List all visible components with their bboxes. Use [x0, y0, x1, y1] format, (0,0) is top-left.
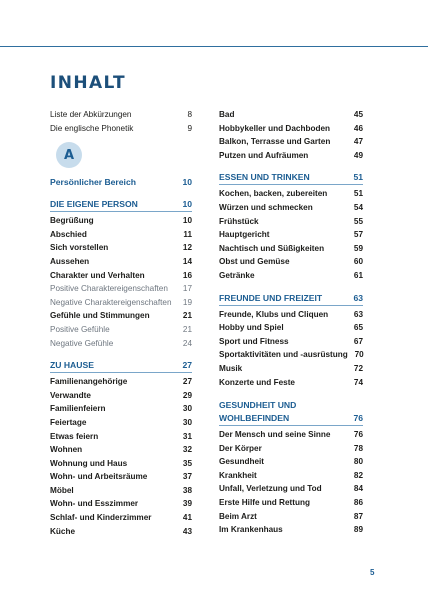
toc-label: Die englische Phonetik	[50, 123, 134, 133]
toc-entry-right-5[interactable]	[219, 187, 363, 201]
toc-entry-right-6[interactable]	[219, 201, 363, 215]
toc-entry-right-3[interactable]	[219, 149, 363, 163]
toc-page-number: 47	[353, 137, 363, 147]
toc-page-number: 78	[353, 443, 363, 453]
toc-label: Wohnung und Haus	[50, 458, 128, 468]
toc-entry-right-7[interactable]	[219, 215, 363, 229]
toc-entry-left-11[interactable]	[50, 337, 192, 351]
toc-page-number: 24	[182, 338, 192, 348]
toc-page-number: 14	[182, 256, 192, 266]
toc-label: DIE EIGENE PERSON	[50, 199, 138, 210]
toc-entry-left-8[interactable]	[50, 296, 192, 310]
toc-label: Putzen und Aufräumen	[219, 150, 309, 160]
toc-label: Unfall, Verletzung und Tod	[219, 484, 322, 494]
toc-label: Obst und Gemüse	[219, 257, 290, 267]
toc-page-number: 60	[353, 257, 363, 267]
toc-label: Gefühle und Stimmungen	[50, 311, 150, 321]
toc-entry-right-26[interactable]	[219, 510, 363, 524]
toc-entry-left-5[interactable]	[50, 255, 192, 269]
toc-label: Familienangehörige	[50, 377, 128, 387]
toc-page-number: 39	[182, 499, 192, 509]
toc-entry-right-10[interactable]	[219, 255, 363, 269]
toc-label: Charakter und Verhalten	[50, 270, 145, 280]
toc-entry-left-2[interactable]	[50, 214, 192, 228]
toc-entry-right-8[interactable]	[219, 228, 363, 242]
toc-entry-right-21[interactable]	[219, 442, 363, 456]
toc-page-number: 30	[182, 404, 192, 414]
toc-label: Aussehen	[50, 256, 90, 266]
toc-entry-left-13[interactable]	[50, 375, 192, 389]
toc-page-number: 55	[353, 216, 363, 226]
toc-page-number: 19	[182, 297, 192, 307]
toc-label: Persönlicher Bereich	[50, 177, 136, 188]
toc-label: Negative Gefühle	[50, 338, 114, 348]
toc-entry-right-11[interactable]	[219, 269, 363, 283]
toc-label: Abschied	[50, 229, 87, 239]
toc-page-number: 76	[353, 430, 363, 440]
toc-entry-left-24[interactable]	[50, 525, 192, 539]
toc-entry-right-15[interactable]	[219, 335, 363, 349]
toc-entry-left-9[interactable]	[50, 309, 192, 323]
toc-label: Krankheit	[219, 470, 257, 480]
toc-label: Beim Arzt	[219, 511, 257, 521]
toc-label: Würzen und schmecken	[219, 202, 313, 212]
toc-label: Wohn- und Esszimmer	[50, 499, 139, 509]
toc-label: Küche	[50, 526, 76, 536]
toc-section-left-0[interactable]	[50, 176, 192, 189]
toc-page-number: 82	[353, 470, 363, 480]
toc-right-entries	[219, 108, 363, 537]
toc-page-number: 21	[182, 311, 192, 321]
toc-page-number: 61	[353, 270, 363, 280]
toc-label: Positive Gefühle	[50, 324, 110, 334]
toc-page-number: 27	[182, 377, 192, 387]
toc-page-number: 12	[182, 243, 192, 253]
toc-label: Möbel	[50, 485, 74, 495]
toc-label: Der Körper	[219, 443, 262, 453]
toc-right-column	[219, 108, 363, 537]
toc-page-number: 72	[353, 363, 363, 373]
toc-entry-front-0[interactable]	[50, 108, 192, 122]
toc-label: Hobby und Spiel	[219, 323, 284, 333]
toc-entry-left-10[interactable]	[50, 323, 192, 337]
toc-entry-right-24[interactable]	[219, 482, 363, 496]
toc-label: Nachtisch und Süßigkeiten	[219, 243, 325, 253]
toc-entry-right-14[interactable]	[219, 321, 363, 335]
toc-page-number: 89	[353, 525, 363, 535]
toc-entry-left-15[interactable]	[50, 402, 192, 416]
toc-label: ZU HAUSE	[50, 360, 94, 371]
toc-label: GESUNDHEIT UND WOHLBEFINDEN	[219, 400, 297, 424]
toc-page-number: 86	[353, 498, 363, 508]
toc-label: Gesundheit	[219, 457, 265, 467]
toc-page-number: 10	[182, 177, 192, 188]
toc-label: Kochen, backen, zubereiten	[219, 189, 328, 199]
top-rule	[0, 46, 428, 47]
toc-label: Sportaktivitäten und -ausrüstung	[219, 350, 348, 360]
toc-page-number: 74	[353, 377, 363, 387]
toc-label: Im Krankenhaus	[219, 525, 283, 535]
toc-entry-left-22[interactable]	[50, 497, 192, 511]
toc-entry-right-20[interactable]	[219, 428, 363, 442]
toc-page-number: 17	[182, 284, 192, 294]
toc-entry-right-9[interactable]	[219, 242, 363, 256]
toc-page-number: 59	[353, 243, 363, 253]
toc-entry-right-25[interactable]	[219, 496, 363, 510]
toc-page-number: 27	[182, 360, 192, 371]
toc-label: Negative Charaktereigenschaften	[50, 297, 172, 307]
toc-page-number: 87	[353, 511, 363, 521]
page-title: INHALT	[50, 73, 126, 93]
toc-label: Schlaf- und Kinderzimmer	[50, 513, 152, 523]
toc-page-number: 35	[182, 458, 192, 468]
toc-page-number: 41	[182, 513, 192, 523]
toc-entry-left-3[interactable]	[50, 228, 192, 242]
toc-entry-right-22[interactable]	[219, 455, 363, 469]
toc-entry-left-19[interactable]	[50, 457, 192, 471]
toc-entry-left-21[interactable]	[50, 484, 192, 498]
toc-left-entries	[50, 176, 192, 538]
toc-label: ESSEN UND TRINKEN	[219, 172, 310, 183]
toc-page-number: 21	[182, 324, 192, 334]
toc-entry-front-1[interactable]	[50, 122, 192, 136]
toc-label: Der Mensch und seine Sinne	[219, 430, 331, 440]
toc-page-number: 46	[353, 123, 363, 133]
toc-page-number: 43	[182, 526, 192, 536]
toc-label: Musik	[219, 363, 243, 373]
toc-page-number: 10	[182, 216, 192, 226]
part-badge-wrap	[50, 142, 192, 172]
toc-entry-right-17[interactable]	[219, 362, 363, 376]
toc-page-number: 49	[353, 150, 363, 160]
toc-entry-left-4[interactable]	[50, 241, 192, 255]
toc-page-number: 63	[353, 292, 363, 303]
toc-page-number: 29	[182, 390, 192, 400]
toc-entry-right-1[interactable]	[219, 122, 363, 136]
toc-entry-left-14[interactable]	[50, 389, 192, 403]
toc-section-right-12[interactable]	[219, 292, 363, 306]
toc-entry-left-16[interactable]	[50, 416, 192, 430]
toc-label: Bad	[219, 110, 235, 119]
toc-entry-right-0[interactable]	[219, 108, 363, 122]
toc-section-left-1[interactable]	[50, 198, 192, 212]
toc-label: Familienfeiern	[50, 404, 106, 414]
toc-entry-left-7[interactable]	[50, 282, 192, 296]
toc-page-number: 9	[187, 123, 192, 133]
toc-label: Balkon, Terrasse und Garten	[219, 137, 331, 147]
toc-entry-left-17[interactable]	[50, 430, 192, 444]
toc-page-number: 67	[353, 336, 363, 346]
toc-label: Getränke	[219, 270, 255, 280]
toc-label: Freunde, Klubs und Cliquen	[219, 309, 329, 319]
toc-page-number: 30	[182, 417, 192, 427]
toc-entry-right-23[interactable]	[219, 469, 363, 483]
toc-label: Wohn- und Arbeitsräume	[50, 472, 148, 482]
toc-page-number: 70	[354, 350, 364, 360]
toc-label: Positive Charaktereigenschaften	[50, 284, 168, 294]
toc-label: Sport und Fitness	[219, 336, 289, 346]
toc-section-right-4[interactable]	[219, 171, 363, 185]
toc-label: Sich vorstellen	[50, 243, 109, 253]
toc-page-number: 80	[353, 457, 363, 467]
toc-page-number: 57	[353, 230, 363, 240]
toc-label: Etwas feiern	[50, 431, 99, 441]
toc-label: Begrüßung	[50, 216, 94, 226]
toc-entry-left-20[interactable]	[50, 470, 192, 484]
toc-page-number: 51	[353, 189, 363, 199]
toc-entry-right-27[interactable]	[219, 523, 363, 537]
toc-page-number: 31	[182, 431, 192, 441]
toc-section-left-12[interactable]	[50, 359, 192, 373]
toc-page-number: 63	[353, 309, 363, 319]
toc-page-number: 32	[182, 445, 192, 455]
toc-page-number: 84	[353, 484, 363, 494]
toc-entry-right-18[interactable]	[219, 376, 363, 390]
toc-page-number: 54	[353, 202, 363, 212]
toc-page-number: 51	[353, 172, 363, 183]
toc-entry-right-16[interactable]	[219, 348, 363, 362]
toc-label: Konzerte und Feste	[219, 377, 295, 387]
page-number: 5	[370, 568, 375, 577]
toc-left-column	[50, 108, 192, 538]
toc-label: Wohnen	[50, 445, 83, 455]
toc-label: Hobbykeller und Dachboden	[219, 123, 330, 133]
toc-label: Frühstück	[219, 216, 259, 226]
toc-page-number: 11	[183, 229, 192, 239]
toc-entry-right-13[interactable]	[219, 308, 363, 322]
toc-label: FREUNDE UND FREIZEIT	[219, 292, 323, 303]
toc-label: Verwandte	[50, 390, 91, 400]
toc-label: Liste der Abkürzungen	[50, 110, 132, 119]
toc-label: Feiertage	[50, 417, 87, 427]
toc-entry-left-23[interactable]	[50, 511, 192, 525]
toc-page-number: 76	[353, 413, 363, 424]
toc-page-number: 65	[353, 323, 363, 333]
toc-front-matter	[50, 108, 192, 135]
toc-entry-left-6[interactable]	[50, 269, 192, 283]
toc-label: Erste Hilfe und Rettung	[219, 498, 310, 508]
toc-page-number: 10	[182, 199, 192, 210]
toc-entry-left-18[interactable]	[50, 443, 192, 457]
toc-page-number: 37	[182, 472, 192, 482]
toc-entry-right-2[interactable]	[219, 135, 363, 149]
toc-label: Hauptgericht	[219, 230, 270, 240]
toc-page-number: 16	[182, 270, 192, 280]
part-badge: A	[56, 142, 82, 168]
toc-section-right-19[interactable]	[219, 398, 363, 426]
toc-page-number: 8	[187, 110, 192, 119]
toc-page-number: 38	[182, 485, 192, 495]
toc-page-number: 45	[353, 110, 363, 119]
